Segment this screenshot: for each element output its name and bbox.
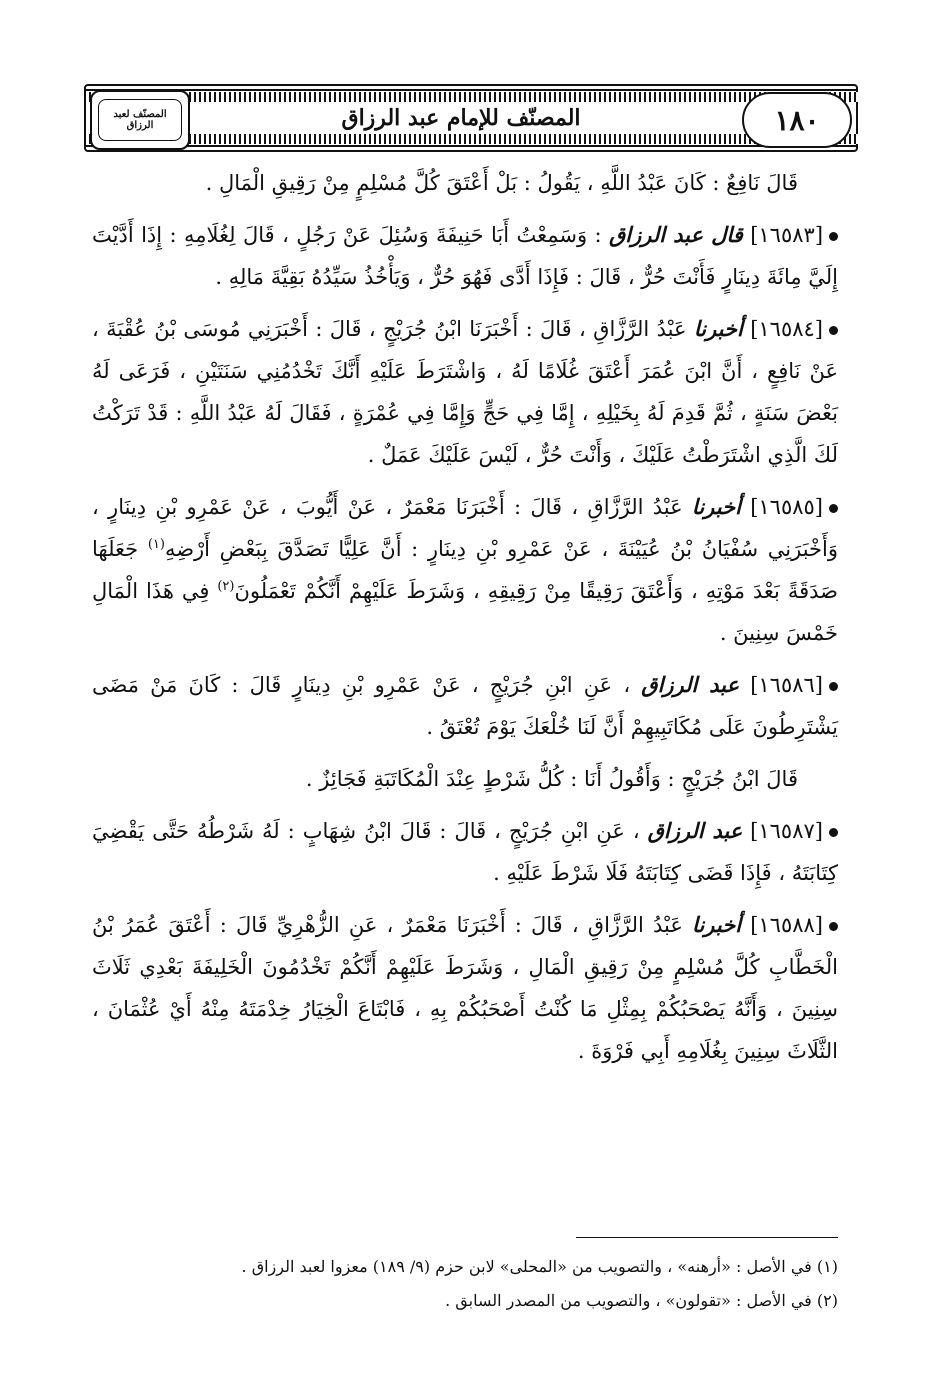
page-body: [92, 162, 838, 1082]
hadith-number: [١٦٥٨٤]: [750, 317, 823, 341]
hadith-source: عبد الرزاق: [647, 818, 743, 843]
hadith-text-part: فِي هَذَا الْمَالِ خَمْسَ سِنِينَ .: [92, 579, 838, 645]
header-rule-top: [84, 89, 858, 91]
hadith-number: [١٦٥٨٣]: [750, 223, 824, 247]
hadith-number: [١٦٥٨٥]: [750, 495, 823, 519]
hadith-text: ، عَنِ ابْنِ جُرَيْجٍ ، قَالَ : قَالَ ابْنُ شِهَابٍ : لَهُ شَرْطُهُ حَتَّى يَقْضِيَ كِتَابَتَهُ ، فَإِذَا قَضَى كِتَابَتَهُ فَلَا شَرْطَ عَلَيْهِ .: [92, 819, 838, 885]
footnote-2: (٢) في الأصل : «تقولون» ، والتصويب من المصدر السابق .: [445, 1291, 838, 1310]
bullet-icon: [829, 504, 838, 513]
hadith-entry: [92, 810, 838, 894]
hadith-text-part: جَعَلَهَا صَدَقَةً بَعْدَ مَوْتِهِ ، وَأَعْتَقَ رَقِيقًا مِنْ رَقِيقِهِ ، وَشَرَطَ عَلَيْهِمْ أَنَّكُمْ تَعْمَلُونَ: [92, 537, 838, 603]
footnote-ref[interactable]: (١): [147, 537, 165, 552]
bullet-icon: [829, 232, 838, 241]
bullet-icon: [829, 682, 838, 691]
hadith-text: عَبْدُ الرَّزَّاقِ ، قَالَ : أَخْبَرَنَا ابْنُ جُرَيْجٍ ، قَالَ : أَخْبَرَنِي مُوسَى بْنُ عُقْبَةَ ، عَنْ نَافِعٍ ، أَنَّ ابْنَ عُمَرَ أَعْتَقَ غُلَامًا لَهُ ، وَاشْتَرَطَ عَلَيْهِ أَنَّكَ تَخْدُمُنِي سَنَتَيْنِ ، فَرَعَى لَهُ بَعْضَ سَنَةٍ ، ثُمَّ قَدِمَ لَهُ بِخَيْلِهِ ، إِمَّا فِي حَجٍّ وَإِمَّا فِي عُمْرَةٍ ، فَقَالَ لَهُ عَبْدُ اللَّهِ : قَدْ تَرَكْتُ لَكَ الَّذِي اشْتَرَطْتُ عَلَيْكَ ، وَأَنْتَ حُرٌّ ، لَيْسَ عَلَيْكَ عَمَلٌ .: [92, 317, 838, 467]
book-badge: [90, 90, 190, 150]
hadith-text: : وَسَمِعْتُ أَبَا حَنِيفَةَ وَسُئِلَ عَنْ رَجُلٍ ، قَالَ لِغُلَامِهِ : إِذَا أَدَّيْتَ إِلَيَّ مِائَةَ دِينَارٍ فَأَنْتَ حُرٌّ ، قَالَ : فَإِذَا أَدَّى فَهُوَ حُرٌّ ، وَيَأْخُذُ سَيِّدُهُ بَقِيَّةَ مَالِهِ .: [92, 223, 838, 289]
hadith-source: قال عبد الرزاق: [609, 222, 743, 247]
hadith-source: أخبرنا: [693, 316, 743, 341]
page-number: ١٨٠: [742, 92, 852, 148]
hadith-entry: [92, 214, 838, 298]
hadith-source: عبد الرزاق: [641, 672, 740, 697]
hadith-source: أخبرنا: [691, 494, 741, 519]
page-header: [84, 84, 858, 152]
header-title-box: [184, 102, 738, 134]
hadith-number: [١٦٥٨٦]: [750, 673, 823, 697]
hadith-entry: [92, 308, 838, 476]
hadith-number: [١٦٥٨٧]: [750, 819, 823, 843]
hadith-text: ، عَنِ ابْنِ جُرَيْجٍ ، عَنْ عَمْرِو بْنِ دِينَارٍ قَالَ : كَانَ مَنْ مَضَى يَشْتَرِطُونَ عَلَى مُكَاتَبِيهِمْ أَنَّ لَنَا خُلْعَكَ يَوْمَ تُعْتَقُ .: [92, 673, 838, 739]
hadith-text-part: عَبْدُ الرَّزَّاقِ ، قَالَ : أَخْبَرَنَا مَعْمَرٌ ، عَنْ أَيُّوبَ ، عَنْ عَمْرِو بْنِ دِينَارٍ ، وَأَخْبَرَنِي سُفْيَانُ بْنُ عُيَيْنَةَ ، عَنْ عَمْرِو بْنِ دِينَارٍ : أَنَّ عَلِيًّا تَصَدَّقَ بِبَعْضِ أَرْضِهِ: [92, 495, 839, 561]
hadith-number: [١٦٥٨٨]: [750, 913, 823, 937]
footnotes: [92, 1250, 838, 1318]
footnote-ref[interactable]: (٢): [217, 579, 235, 594]
hadith-source: أخبرنا: [692, 912, 742, 937]
header-hatch-bottom: [84, 134, 858, 144]
intro-line: قَالَ نَافِعٌ : كَانَ عَبْدُ اللَّهِ ، يَقُولُ : بَلْ أَعْتَقَ كُلَّ مُسْلِمٍ مِنْ رَقِيقِ الْمَالِ .: [205, 171, 798, 195]
interlude-line: قَالَ ابْنُ جُرَيْجٍ : وَأَقُولُ أَنَا : كُلُّ شَرْطٍ عِنْدَ الْمُكَاتَبَةِ فَجَائِزٌ .: [305, 767, 798, 791]
header-hatch-top: [84, 92, 858, 102]
running-title: المصنّف للإمام عبد الرزاق: [341, 105, 581, 131]
header-rule-bottom: [84, 145, 858, 147]
hadith-entry: [92, 664, 838, 748]
bullet-icon: [829, 828, 838, 837]
hadith-entry: [92, 486, 838, 654]
hadith-text: عَبْدُ الرَّزَّاقِ ، قَالَ : أَخْبَرَنَا مَعْمَرٌ ، عَنِ الزُّهْرِيِّ قَالَ : أَعْتَقَ عُمَرُ بْنُ الْخَطَّابِ كُلَّ مُسْلِمٍ مِنْ رَقِيقِ الْمَالِ ، وَشَرَطَ عَلَيْهِمْ أَنَّكُمْ تَخْدُمُونَ الْخَلِيفَةَ بَعْدِي ثَلَاثَ سِنِينَ ، وَأَنَّهُ يَصْحَبُكُمْ بِمِثْلِ مَا كُنْتُ أَصْحَبُكُمْ بِهِ ، فَابْتَاعَ الْخِيَارُ خِدْمَتَهُ مِنْهُ أَيْ عُثْمَانَ ، الثَّلَاثَ سِنِينَ بِغُلَامِهِ أَبِي فَرْوَةَ .: [92, 913, 838, 1063]
book-badge-label: المصنّف لعبد الرزاق: [98, 99, 182, 141]
footnote-divider: [576, 1237, 838, 1238]
hadith-entry: [92, 904, 838, 1072]
bullet-icon: [829, 326, 838, 335]
bullet-icon: [829, 922, 838, 931]
footnote-1: (١) في الأصل : «أرهنه» ، والتصويب من «المحلى» لابن حزم (٩/ ١٨٩) معزوا لعبد الرزاق .: [241, 1257, 838, 1276]
